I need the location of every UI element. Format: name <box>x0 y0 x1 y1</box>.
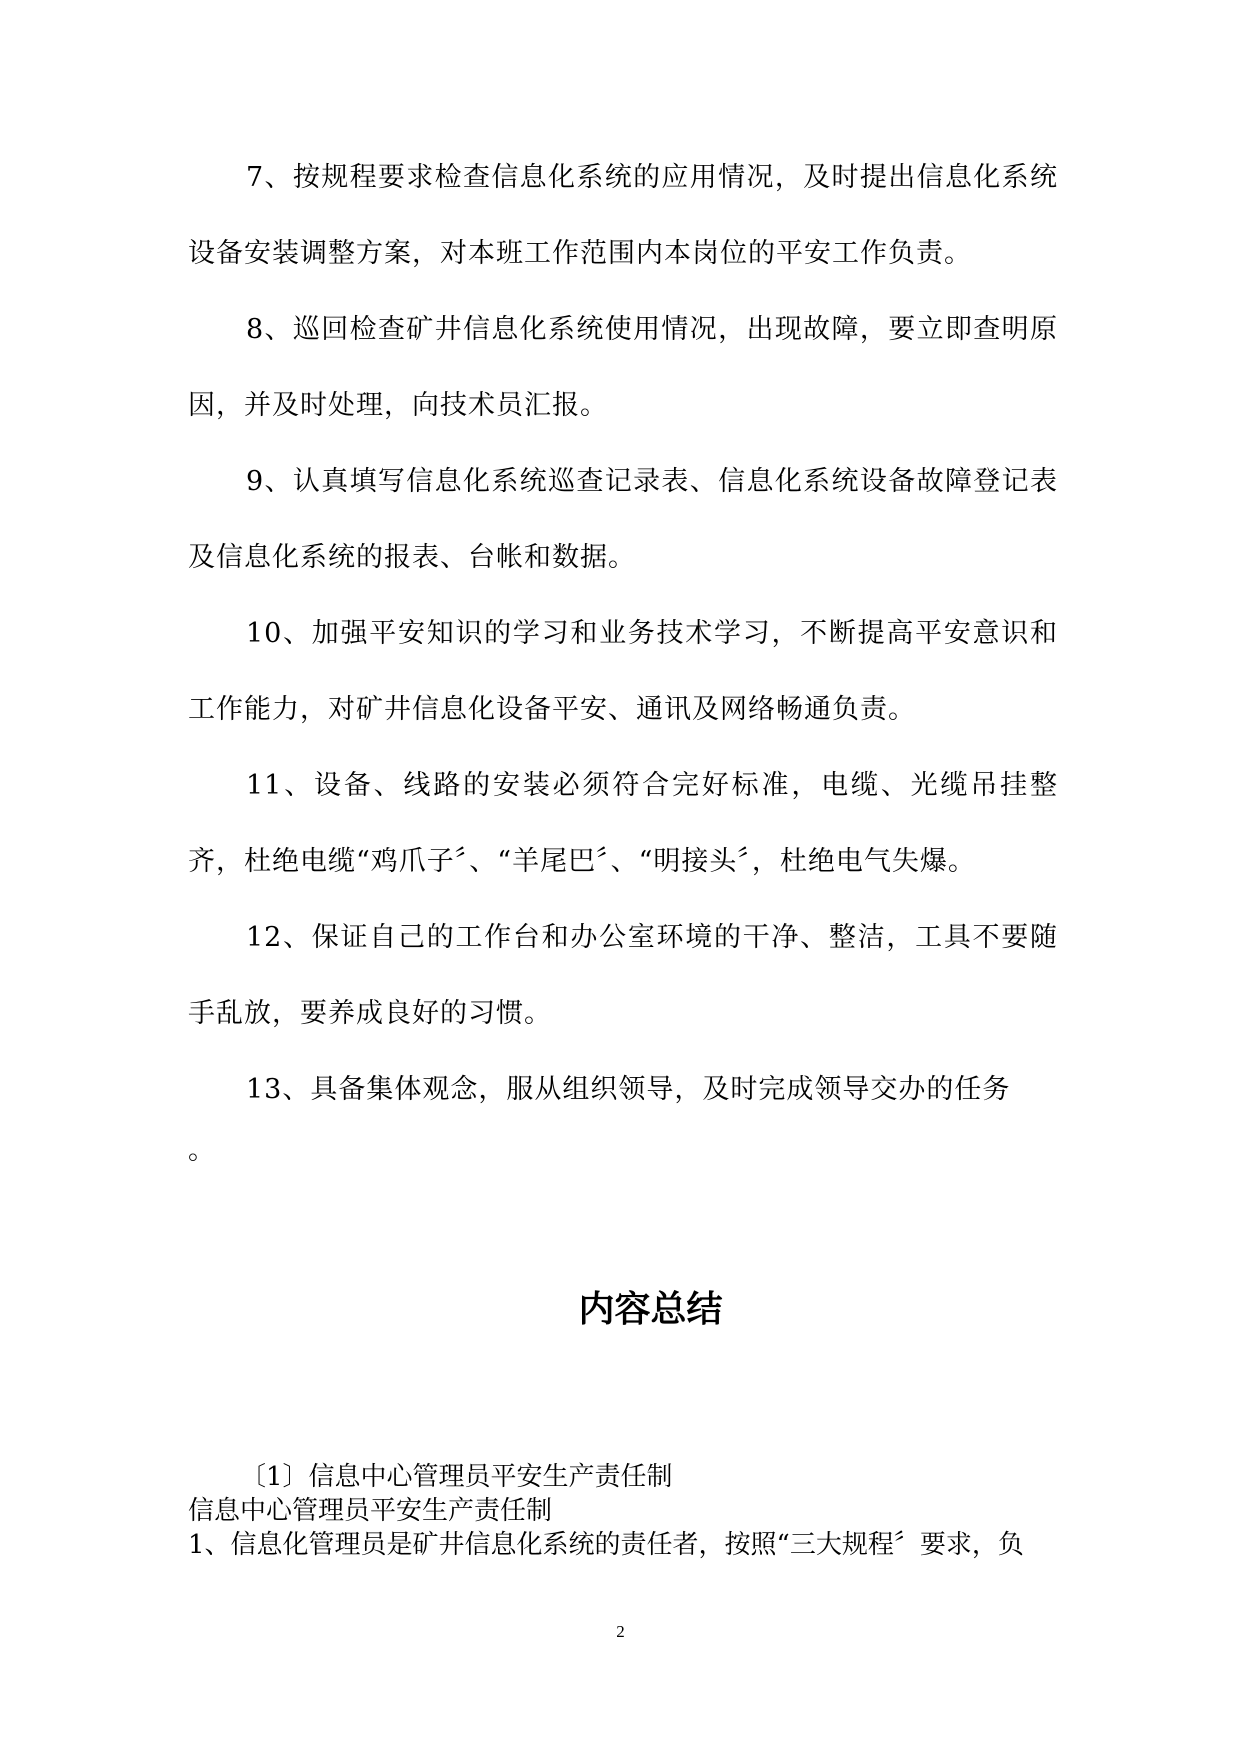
summary-heading: 内容总结 <box>578 1289 723 1330</box>
paragraph-item-11: 11、设备、线路的安装必须符合完好标准，电缆、光缆吊挂整齐，杜绝电缆“鸡爪子〞、“羊尾巴〞、“明接头〞，杜绝电气失爆。 <box>188 770 1058 877</box>
summary-line-1: 〔1〕信息中心管理员平安生产责任制 <box>240 1462 673 1492</box>
paragraph-item-7: 7、按规程要求检查信息化系统的应用情况，及时提出信息化系统设备安装调整方案，对本班工作范围内本岗位的平安工作负责。 <box>188 162 1058 269</box>
page-number: 2 <box>616 1622 625 1641</box>
paragraph-item-13: 13、具备集体观念，服从组织领导，及时完成领导交办的任务 <box>246 1074 1011 1105</box>
summary-line-3: 1、信息化管理员是矿井信息化系统的责任者，按照“三大规程〞要求，负 <box>188 1530 1024 1560</box>
paragraph-tail-period: 。 <box>188 1135 215 1166</box>
summary-line-2: 信息中心管理员平安生产责任制 <box>188 1496 553 1526</box>
paragraph-item-9: 9、认真填写信息化系统巡查记录表、信息化系统设备故障登记表及信息化系统的报表、台帐和数据。 <box>188 466 1058 573</box>
paragraph-item-8: 8、巡回检查矿井信息化系统使用情况，出现故障，要立即查明原因，并及时处理，向技术员汇报。 <box>188 314 1058 421</box>
paragraph-item-10: 10、加强平安知识的学习和业务技术学习，不断提高平安意识和工作能力，对矿井信息化设备平安、通讯及网络畅通负责。 <box>188 618 1058 725</box>
paragraph-item-12: 12、保证自己的工作台和办公室环境的干净、整洁，工具不要随手乱放，要养成良好的习惯。 <box>188 922 1058 1029</box>
